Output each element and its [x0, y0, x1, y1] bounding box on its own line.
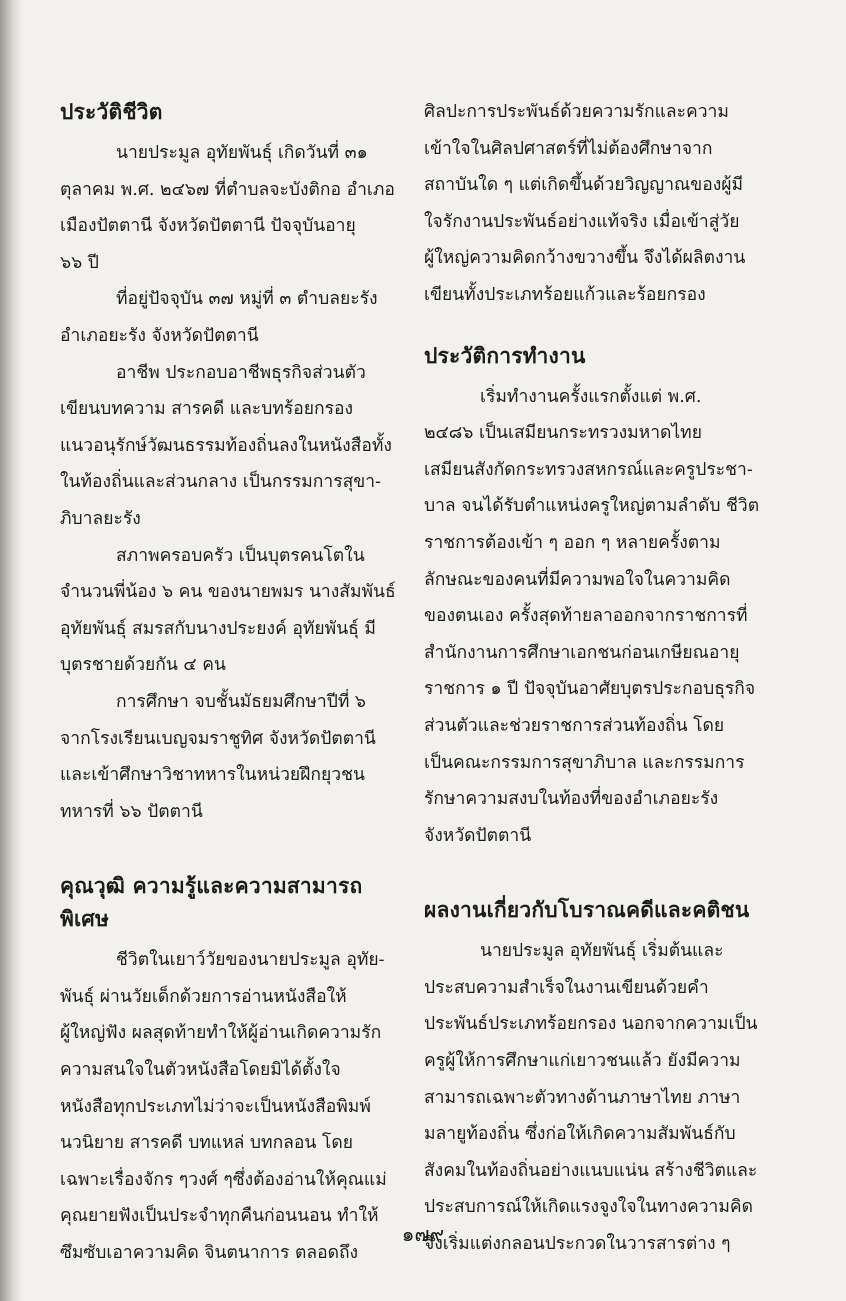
text-line: และเข้าศึกษาวิชาทหารในหน่วยฝึกยุวชน	[60, 765, 365, 786]
text-line: อุทัยพันธุ์ สมรสกับนางประยงค์ อุทัยพันธุ์ มี	[60, 618, 376, 639]
text-line: การศึกษา จบชั้นมัธยมศึกษาปีที่ ๖	[116, 691, 367, 712]
text-line: ประสบความสำเร็จในงานเขียนด้วยคำ	[424, 977, 709, 998]
heading-biography: ประวัติชีวิต	[60, 100, 163, 124]
page-number: ๑๗๙	[401, 1222, 445, 1246]
text-line: เสมียนสังกัดกระทรวงสหกรณ์และครูประชา-	[424, 459, 753, 480]
text-line: เข้าใจในศิลปศาสตร์ที่ไม่ต้องศึกษาจาก	[424, 138, 713, 159]
right-column	[424, 96, 764, 1263]
text-line: พันธุ์ ผ่านวัยเด็กด้วยการอ่านหนังสือให้	[60, 986, 347, 1007]
heading-qualifications: คุณวุฒิ ความรู้และความสามารถพิเศษ	[60, 874, 363, 932]
text-line: ประพันธ์ประเภทร้อยกรอง นอกจากความเป็น	[424, 1014, 758, 1035]
para-works	[424, 933, 764, 1262]
left-column	[60, 96, 400, 1272]
text-line: ของตนเอง ครั้งสุดท้ายลาออกจากราชการที่	[424, 606, 748, 627]
text-line: ๒๔๘๖ เป็นเสมียนกระทรวงมหาดไทย	[424, 423, 702, 444]
text-line: เขียนทั้งประเภทร้อยแก้วและร้อยกรอง	[424, 284, 706, 305]
text-line: ตุลาคม พ.ศ. ๒๔๖๗ ที่ตำบลจะบังติกอ อำเภอ	[60, 179, 395, 200]
text-line: สามารถเฉพาะตัวทางด้านภาษาไทย ภาษา	[424, 1087, 741, 1108]
para-work	[424, 379, 764, 855]
text-line: ศิลปะการประพันธ์ด้วยความรักและความ	[424, 102, 729, 122]
text-line: บุตรชายด้วยกัน ๔ คน	[60, 655, 226, 676]
text-line: บาล จนได้รับตำแหน่งครูใหญ่ตามลำดับ ชีวิต	[424, 496, 760, 517]
page-edge-shadow	[0, 0, 22, 1301]
text-line: มลายูท้องถิ่น ซึ่งก่อให้เกิดความสัมพันธ์กับ	[424, 1124, 736, 1145]
text-line: ราชการ ๑ ปี ปัจจุบันอาศัยบุตรประกอบธุรกิจ	[424, 679, 756, 700]
text-line: จำนวนพี่น้อง ๖ คน ของนายพมร นางสัมพันธ์	[60, 582, 396, 603]
text-line: ใจรักงานประพันธ์อย่างแท้จริง เมื่อเข้าสู่วัย	[424, 211, 740, 232]
para-occupation	[60, 355, 400, 538]
text-line: ซึมซับเอาความคิด จินตนาการ ตลอดถึง	[60, 1243, 359, 1264]
text-line: ราชการต้องเข้า ๆ ออก ๆ หลายครั้งตาม	[424, 532, 721, 553]
text-line: เฉพาะเรื่องจักร ๆวงศ์ ๆซึ่งต้องอ่านให้คุณแม่	[60, 1169, 387, 1190]
text-line: ลักษณะของคนที่มีความพอใจในความคิด	[424, 569, 731, 590]
text-line: ส่วนตัวและช่วยราชการส่วนท้องถิ่น โดย	[424, 715, 725, 736]
text-line: ในท้องถิ่นและส่วนกลาง เป็นกรรมการสุขา-	[60, 472, 381, 493]
text-line: ครูผู้ให้การศึกษาแก่เยาวชนแล้ว ยังมีความ	[424, 1051, 741, 1072]
text-line: แนวอนุรักษ์วัฒนธรรมท้องถิ่นลงในหนังสือทั้ง	[60, 435, 392, 456]
text-line: ที่อยู่ปัจจุบัน ๓๗ หมู่ที่ ๓ ตำบลยะรัง	[116, 289, 378, 310]
text-line: เริ่มทำงานครั้งแรกตั้งแต่ พ.ศ.	[480, 386, 702, 407]
text-line: ผู้ใหญ่ความคิดกว้างขวางขึ้น จึงได้ผลิตงาน	[424, 248, 746, 269]
text-line: หนังสือทุกประเภทไม่ว่าจะเป็นหนังสือพิมพ์	[60, 1096, 371, 1117]
heading-work-history: ประวัติการทำงาน	[424, 343, 586, 368]
text-line: ผู้ใหญ่ฟัง ผลสุดท้ายทำให้ผู้อ่านเกิดความรัก	[60, 1023, 382, 1044]
text-line: ชีวิตในเยาว์วัยของนายประมูล อุทัย-	[116, 950, 385, 971]
text-line: ความสนใจในตัวหนังสือโดยมิได้ตั้งใจ	[60, 1060, 341, 1081]
text-line: นวนิยาย สารคดี บทแหล่ บทกลอน โดย	[60, 1133, 353, 1154]
para-birth	[60, 135, 400, 281]
para-art	[424, 94, 764, 314]
text-line: สำนักงานการศึกษาเอกชนก่อนเกษียณอายุ	[424, 642, 740, 663]
text-line: เป็นคณะกรรมการสุขาภิบาล และกรรมการ	[424, 752, 745, 773]
para-family	[60, 538, 400, 684]
text-line: เมืองปัตตานี จังหวัดปัตตานี ปัจจุบันอายุ	[60, 216, 356, 237]
text-line: อาชีพ ประกอบอาชีพธุรกิจส่วนตัว	[116, 362, 366, 383]
text-line: สังคมในท้องถิ่นอย่างแนบแน่น สร้างชีวิตและ	[424, 1160, 758, 1181]
para-education	[60, 684, 400, 830]
text-line: เขียนบทความ สารคดี และบทร้อยกรอง	[60, 399, 354, 420]
text-line: ๖๖ ปี	[60, 252, 99, 273]
text-line: รักษาความสงบในท้องที่ของอำเภอยะรัง	[424, 789, 719, 810]
text-line: นายประมูล อุทัยพันธุ์ เริ่มต้นและ	[480, 941, 724, 962]
text-line: นายประมูล อุทัยพันธุ์ เกิดวันที่ ๓๑	[116, 143, 368, 163]
text-line: ภิบาลยะรัง	[60, 508, 141, 529]
text-line: อำเภอยะรัง จังหวัดปัตตานี	[60, 325, 259, 346]
text-line: คุณยายฟังเป็นประจำทุกคืนก่อนนอน ทำให้	[60, 1206, 379, 1227]
text-line: จึงเริ่มแต่งกลอนประกวดในวารสารต่าง ๆ	[424, 1234, 731, 1255]
text-line: จากโรงเรียนเบญจมราชูทิศ จังหวัดปัตตานี	[60, 728, 376, 749]
heading-folklore-works: ผลงานเกี่ยวกับโบราณคดีและคติชน	[424, 898, 750, 923]
text-line: สภาพครอบครัว เป็นบุตรคนโตใน	[116, 545, 365, 566]
text-line: ประสบการณ์ให้เกิดแรงจูงใจในทางความคิด	[424, 1197, 753, 1218]
para-address	[60, 281, 400, 354]
text-line: จังหวัดปัตตานี	[424, 825, 532, 846]
text-line: สถาบันใด ๆ แต่เกิดขึ้นด้วยวิญญาณของผู้มี	[424, 175, 744, 196]
text-line: ทหารที่ ๖๖ ปัตตานี	[60, 801, 203, 822]
